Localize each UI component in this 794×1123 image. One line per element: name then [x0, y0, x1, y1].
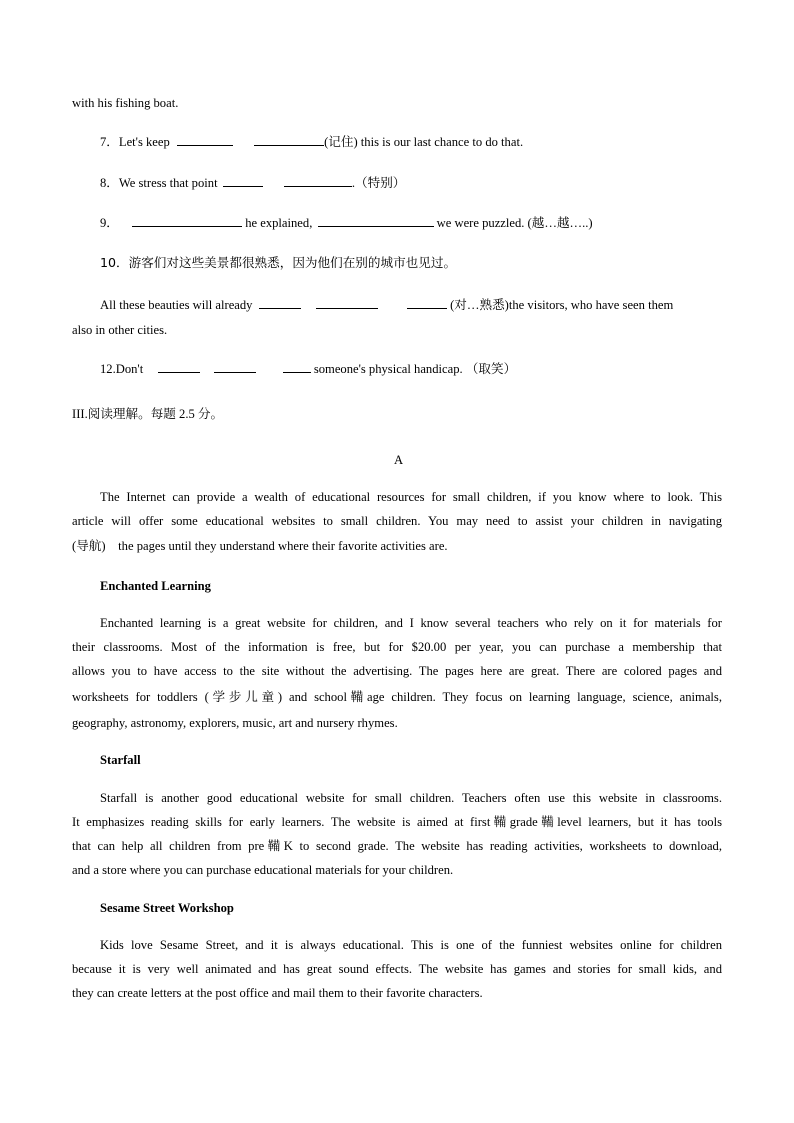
passage-line: geography, astronomy, explorers, music, art and nursery rhymes. [72, 716, 398, 730]
passage-line: allows you to have access to the site without the advertising. The pages here are great. There are colored pages and [72, 664, 722, 678]
passage-letter: A [394, 453, 404, 467]
website-heading: Sesame Street Workshop [100, 901, 234, 915]
passage-line: they can create letters at the post office and mail them to their favorite characters. [72, 986, 483, 1000]
question-text: someone's physical handicap. （取笑） [313, 362, 517, 376]
question-8 [100, 174, 405, 191]
answer-blank[interactable] [284, 174, 352, 187]
question-number: 8． [100, 176, 119, 190]
question-9 [100, 214, 593, 231]
question-text: 12.Don't [100, 362, 144, 376]
section-heading: III.阅读理解。每题 2.5 分。 [72, 407, 224, 421]
passage-line: article will offer some educational websites to small children. You may need to assist your children in navigating [72, 514, 722, 528]
question-number: 9． [100, 216, 119, 230]
passage-line: Starfall is another good educational website for small children. Teachers often use this website in classrooms. [100, 791, 722, 805]
question-10 [100, 296, 673, 313]
question-number: 7． [100, 135, 119, 149]
passage-line: The Internet can provide a wealth of educational resources for small children, if you know where to look. This [100, 490, 722, 504]
passage-line: worksheets for toddlers (学步儿童) and school鞴age children. They focus on learning language, science, animals, [72, 690, 722, 704]
answer-blank[interactable] [132, 214, 242, 227]
answer-blank[interactable] [254, 133, 324, 146]
answer-blank[interactable] [318, 214, 434, 227]
passage-line: because it is very well animated and has great sound effects. The website has games and stories for small kids, and [72, 962, 722, 976]
question-text: he explained, [245, 216, 313, 230]
passage-line: that can help all children from pre鞴K to second grade. The website has reading activities, worksheets to download, [72, 839, 722, 853]
answer-blank[interactable] [283, 360, 311, 373]
website-heading: Starfall [100, 753, 141, 767]
passage-line: Kids love Sesame Street, and it is always educational. This is one of the funniest websites online for children [100, 938, 722, 952]
answer-blank[interactable] [177, 133, 233, 146]
question-text: (记住) this is our last chance to do that. [324, 135, 524, 149]
question-text: All these beauties will already [100, 298, 253, 312]
answer-blank[interactable] [223, 174, 263, 187]
passage-line: and a store where you can purchase educational materials for your children. [72, 863, 454, 877]
passage-line: It emphasizes reading skills for early learners. The website is aimed at first鞴grade鞴level learners, but it has tools [72, 815, 722, 829]
question-12 [100, 360, 516, 377]
passage-line: their classrooms. Most of the information is free, but for $20.00 per year, you can purchase a membership that [72, 640, 722, 654]
question-10-chinese: 10．游客们对这些美景都很熟悉，因为他们在别的城市也见过。 [100, 255, 457, 270]
answer-blank[interactable] [259, 296, 301, 309]
answer-blank[interactable] [316, 296, 378, 309]
answer-blank[interactable] [214, 360, 256, 373]
passage-line: (导航) the pages until they understand where their favorite activities are. [72, 539, 448, 553]
text-line: also in other cities. [72, 323, 168, 337]
passage-line: Enchanted learning is a great website for children, and I know several teachers who rely on it for materials for [100, 616, 722, 630]
question-7 [100, 133, 523, 150]
website-heading: Enchanted Learning [100, 579, 211, 593]
question-text: we were puzzled. (越…越…..) [436, 216, 593, 230]
question-text: Let's keep [118, 135, 170, 149]
text-line: with his fishing boat. [72, 96, 179, 110]
question-text: .（特别） [351, 176, 406, 190]
question-text: (对…熟悉)the visitors, who have seen them [450, 298, 674, 312]
answer-blank[interactable] [158, 360, 200, 373]
answer-blank[interactable] [407, 296, 447, 309]
question-text: We stress that point [118, 176, 218, 190]
